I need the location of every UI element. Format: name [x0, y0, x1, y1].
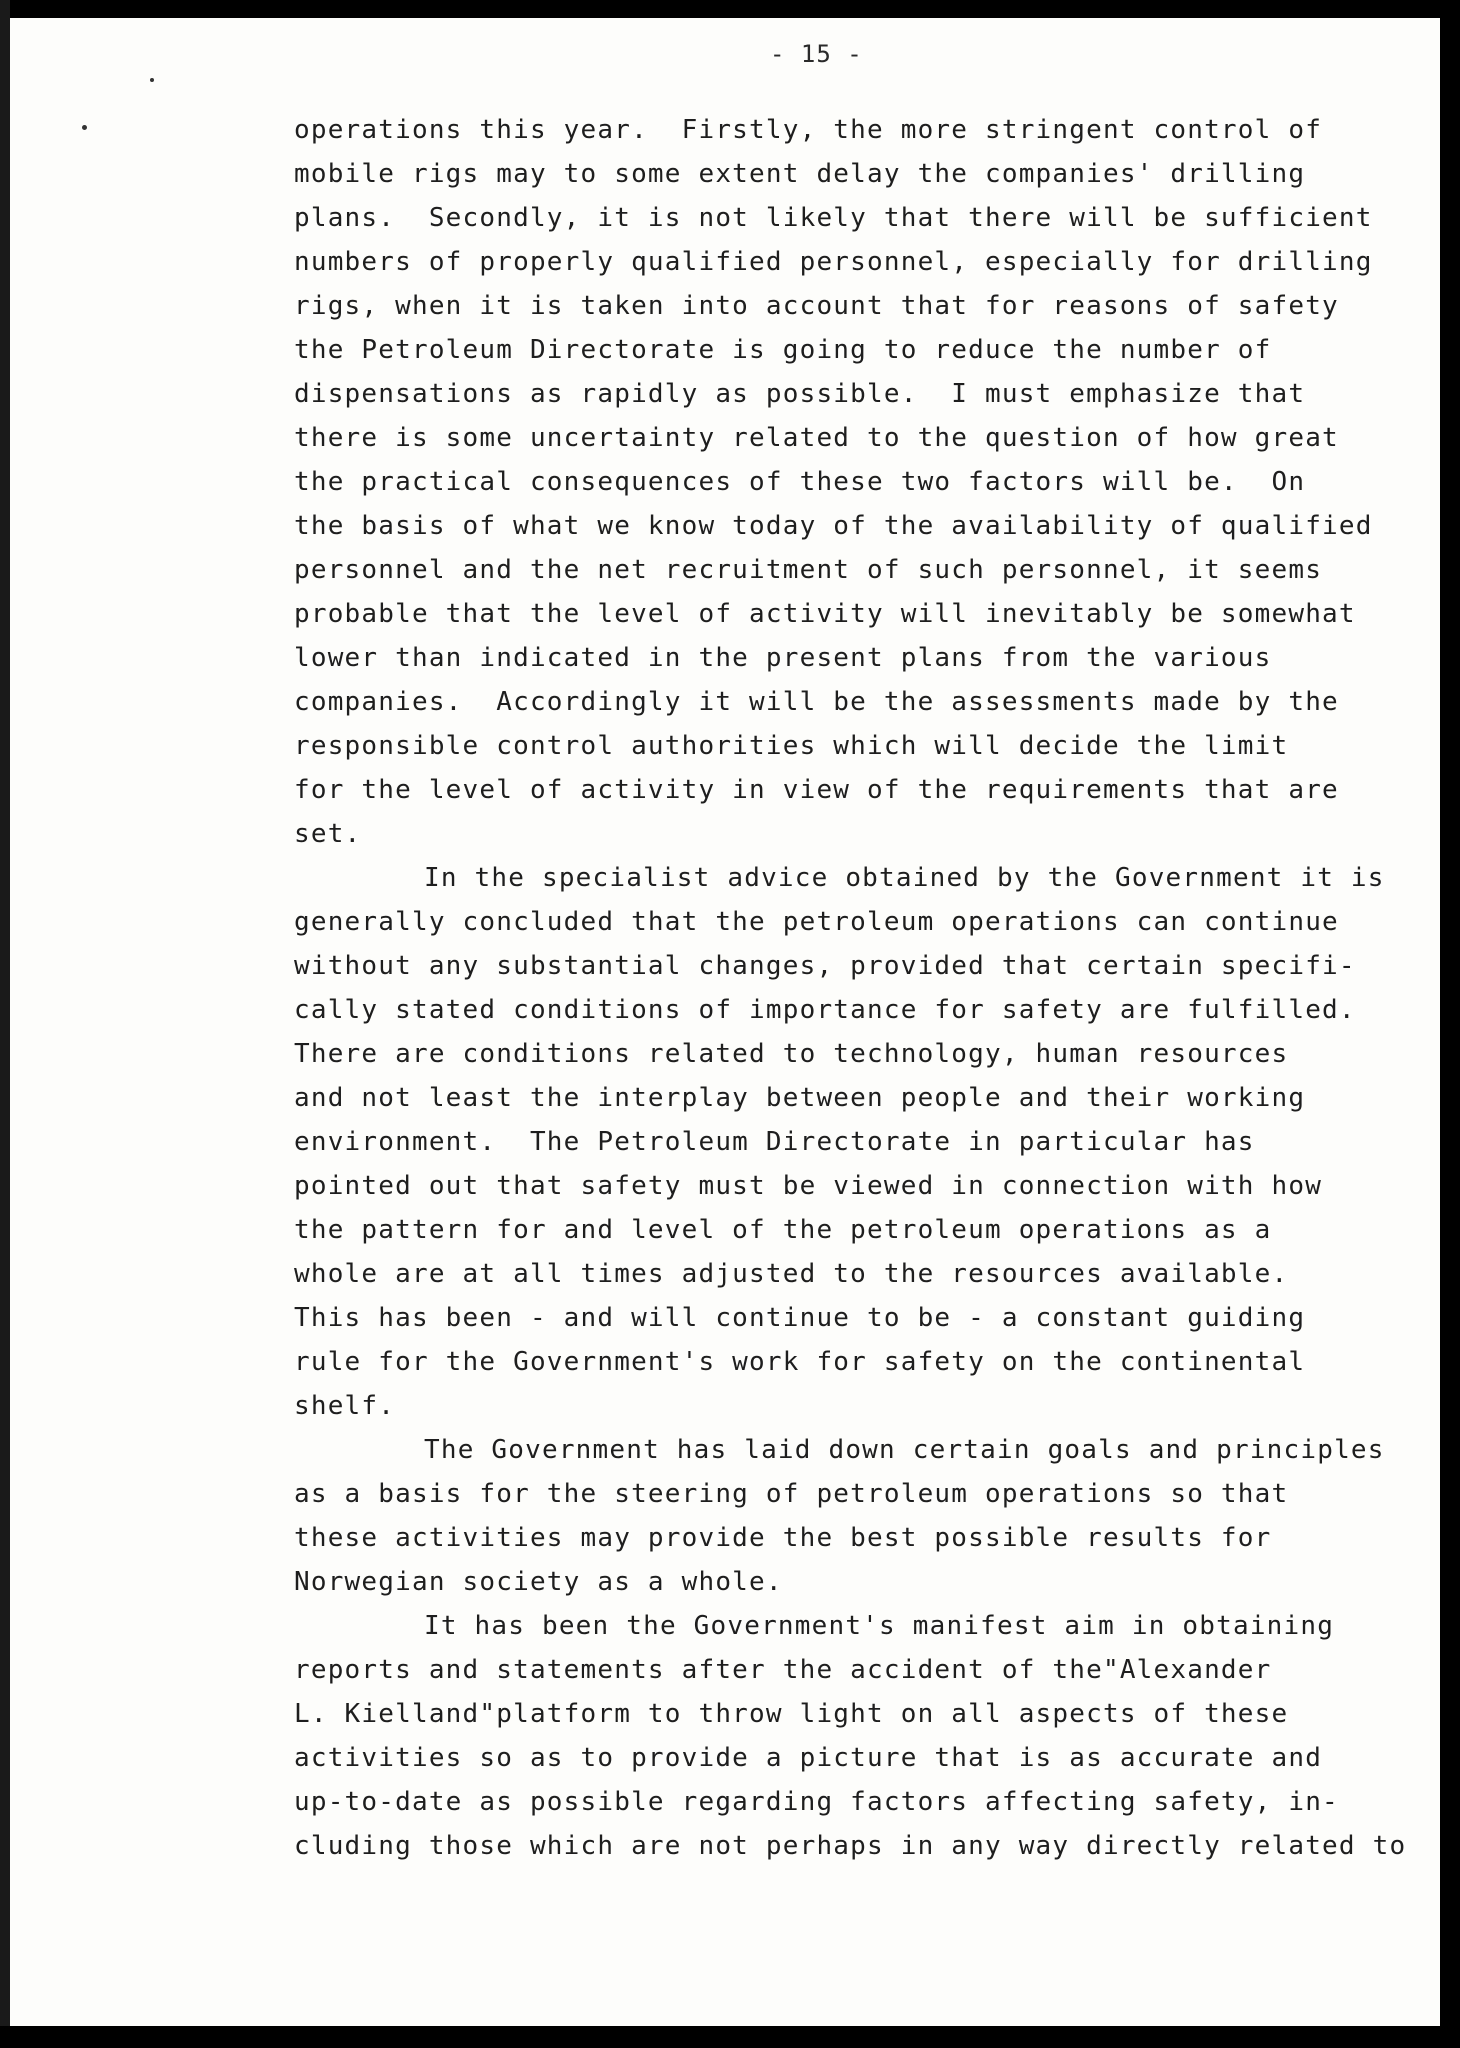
scan-border-left: [0, 0, 10, 2048]
paragraph-1: [294, 108, 1434, 856]
text-line: responsible control authorities which will decide the limit: [294, 731, 1289, 761]
text-line: rule for the Government's work for safety on the continental: [294, 1347, 1306, 1377]
text-line: pointed out that safety must be viewed in connection with how: [294, 1171, 1323, 1201]
text-line: personnel and the net recruitment of such personnel, it seems: [294, 555, 1323, 585]
text-line: environment. The Petroleum Directorate in particular has: [294, 1127, 1255, 1157]
body-text: [294, 108, 1434, 1868]
text-line: mobile rigs may to some extent delay the companies' drilling: [294, 159, 1306, 189]
paragraph-3: [294, 1428, 1434, 1604]
text-line: In the specialist advice obtained by the Government it is: [424, 863, 1385, 893]
scan-border-bottom: [0, 2026, 1460, 2048]
text-line: dispensations as rapidly as possible. I must emphasize that: [294, 379, 1306, 409]
text-line: numbers of properly qualified personnel, especially for drilling: [294, 247, 1373, 277]
text-line: and not least the interplay between people and their working: [294, 1083, 1306, 1113]
text-line: There are conditions related to technology, human resources: [294, 1039, 1289, 1069]
text-line: these activities may provide the best possible results for: [294, 1523, 1272, 1553]
text-line: probable that the level of activity will inevitably be somewhat: [294, 599, 1356, 629]
text-line: This has been - and will continue to be - a constant guiding: [294, 1303, 1306, 1333]
text-line: The Government has laid down certain goals and principles: [424, 1435, 1385, 1465]
text-line: companies. Accordingly it will be the assessments made by the: [294, 687, 1339, 717]
text-line: Norwegian society as a whole.: [294, 1567, 783, 1597]
text-line: the basis of what we know today of the availability of qualified: [294, 511, 1373, 541]
text-line: the pattern for and level of the petroleum operations as a: [294, 1215, 1272, 1245]
paragraph-4: [294, 1604, 1434, 1868]
text-line: activities so as to provide a picture that is as accurate and: [294, 1743, 1323, 1773]
text-line: reports and statements after the accident of the"Alexander: [294, 1655, 1272, 1685]
text-line: there is some uncertainty related to the question of how great: [294, 423, 1339, 453]
text-line: the practical consequences of these two factors will be. On: [294, 467, 1306, 497]
text-line: without any substantial changes, provided that certain specifi-: [294, 951, 1356, 981]
text-line: for the level of activity in view of the requirements that are: [294, 775, 1339, 805]
text-line: It has been the Government's manifest aim in obtaining: [424, 1611, 1335, 1641]
scan-border-top: [0, 0, 1460, 18]
scan-speck: [150, 78, 154, 82]
text-line: lower than indicated in the present plans from the various: [294, 643, 1272, 673]
text-line: cluding those which are not perhaps in any way directly related to: [294, 1831, 1407, 1861]
text-line: the Petroleum Directorate is going to reduce the number of: [294, 335, 1272, 365]
paragraph-2: [294, 856, 1434, 1428]
text-line: plans. Secondly, it is not likely that there will be sufficient: [294, 203, 1373, 233]
scan-speck: [82, 125, 87, 130]
text-line: shelf.: [294, 1391, 396, 1421]
text-line: rigs, when it is taken into account that for reasons of safety: [294, 291, 1339, 321]
text-line: generally concluded that the petroleum operations can continue: [294, 907, 1339, 937]
page-number: - 15 -: [770, 40, 863, 68]
text-line: operations this year. Firstly, the more stringent control of: [294, 115, 1323, 145]
text-line: set.: [294, 819, 362, 849]
scan-border-right: [1440, 0, 1460, 2048]
text-line: as a basis for the steering of petroleum operations so that: [294, 1479, 1289, 1509]
text-line: whole are at all times adjusted to the resources available.: [294, 1259, 1289, 1289]
text-line: cally stated conditions of importance for safety are fulfilled.: [294, 995, 1356, 1025]
text-line: up-to-date as possible regarding factors affecting safety, in-: [294, 1787, 1339, 1817]
text-line: L. Kielland"platform to throw light on all aspects of these: [294, 1699, 1289, 1729]
